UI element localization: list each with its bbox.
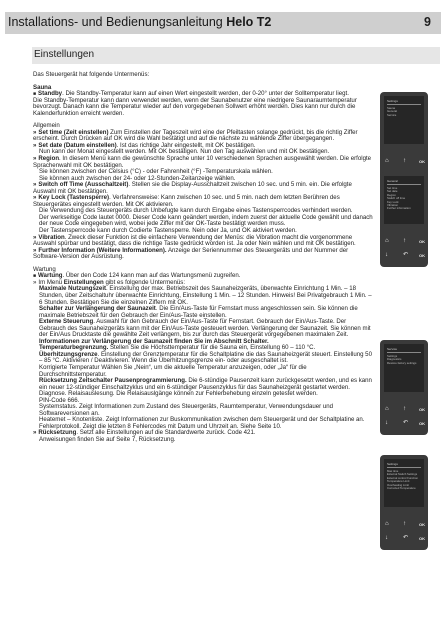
wartung-paragraph: ■ Wartung. Über den Code 124 kann man auf das Wartungsmenü zugreifen. xyxy=(33,273,373,280)
region-paragraph-3: Sie können auch zwischen der 24- oder 12-Stunden-Zeitanzeige wählen. xyxy=(39,174,236,182)
switch-off-paragraph: » Switch off Time (Ausschaltzeit). Stellen sie die Display-Ausschaltzeit zwischen 10 sec. und 5 min. ein. Die erfolgte Auswahl mit OK bestätigen. xyxy=(33,182,373,195)
ok-button[interactable]: OK xyxy=(419,421,425,426)
page-header xyxy=(5,12,441,34)
standby-paragraph: ■ Standby. Die Standby-Temperatur kann auf einen Wert eingestellt werden, der 0-20° unter der Solltemperatur liegt. xyxy=(33,91,373,98)
control-panel-general xyxy=(380,172,428,267)
systemstatus-paragraph: Systemstatus. Zeigt Informationen zum Zustand des Steuergeräts, Raumtemperatur, Verwendungsdauer und Softwareversionen an. xyxy=(39,403,334,417)
ruecksetzung-paragraph-2: Anweisungen finden Sie auf Seite 7, Rücksetzung. xyxy=(39,435,176,443)
ruecksetzung-paragraph: » Rücksetzung. Setzt alle Einstellungen auf die Standardwerte zurück. Code 421. xyxy=(33,430,373,437)
arrow-down-icon[interactable]: ↓ xyxy=(385,252,388,258)
heatemet-paragraph: Heatemet – Knotenliste. Zeigt Informationen zur Buskommunikation zwischen dem Steuergerät und der Schaltplatine an. xyxy=(39,416,365,424)
ok-button[interactable]: OK xyxy=(419,239,425,244)
device-screen xyxy=(384,176,424,224)
screen-item: Further information xyxy=(387,206,411,211)
screen-item: External control Function xyxy=(387,475,418,480)
arrow-up-icon[interactable]: ↑ xyxy=(403,158,406,164)
key-lock-paragraph-3: Der werkseitige Code lautet 0000. Dieser Code kann geändert werden, indem zuerst der aktuelle Code gewählt und danach der neue Code eingegeben wird, wobei jede Ziffer mit der OK-Taste bestätigt werden muss. xyxy=(39,213,373,228)
externe-steuerung-paragraph: Externe Steuerung. Auswahl für den Gebrauch der Ein/Aus-Taste für Fernstart. Gebrauch der Ein/Aus-Taste. Der Gebrauch des Saunaheizgeräts kann mit der Ein/Aus-Taste gesteuert werden. Verlängerung der Saunazeit. Sie können mit der Ein/Aus Drucktaste die gewählte Zeit verlängern, bis zur durch das Steuergerät vorgegebenen maximalen Zeit. Informationen zur Verlängerung der Saunazeit finden Sie im Abschnitt Schalter. xyxy=(39,318,371,345)
arrow-up-icon[interactable]: ↑ xyxy=(403,521,406,527)
arrow-up-icon[interactable]: ↑ xyxy=(403,406,406,412)
temperatur-paragraph: Temperaturbegrenzung. Stellen Sie die Höchsttemperatur für die Sauna ein, Einstellung 60 – 110 °C. Überhitzungsgrenze. Einstellung der Grenztemperatur für die Schaltplatine die das Saunaheizgerät steuert. Einstellung 50 – 85 °C. Aktivieren / Deaktivieren. Wenn die Überhitzungsgrenze ein- oder ausgeschaltet ist. xyxy=(39,344,372,365)
further-info-paragraph: » Further Information (Weitere Informationen). Anzeige der Seriennummer des Steuergeräts und der Nummer der Software-Version der Ausrüstung. xyxy=(33,248,373,261)
back-icon[interactable]: ↶ xyxy=(403,252,409,258)
set-time-paragraph: » Set time (Zeit einstellen) Zum Einstellen der Tageszeit wird eine der Pfeiltasten solange gedrückt, bis die richtig Ziffer erscheint. Durch Drücken auf OK wird die Wahl bestätigt und auf die nächste zu wählende Ziffer übergegangen. xyxy=(33,130,373,143)
fehlerprotokoll-paragraph: Fehlerprotokoll. Zeigt die letzten 8 Fehlercodes mit Datum und Uhrzeit an. Siehe Seite 10. xyxy=(39,422,282,430)
arrow-down-icon[interactable]: ↓ xyxy=(385,420,388,426)
screen-item: General xyxy=(387,109,397,114)
body-text xyxy=(33,72,373,444)
screen-title: Settings xyxy=(387,462,398,466)
korrigierte-temperatur-paragraph: Korrigierte Temperatur Wählen Sie „Nein“, um die aktuelle Temperatur anzuzeigen, oder „Ja“ für die Durchschnittstemperatur. xyxy=(39,363,307,378)
device-screen xyxy=(384,96,424,144)
screen-item: Max time xyxy=(387,469,399,473)
vibration-paragraph: » Vibration. Zweck dieser Funktion ist die einfachere Verwendung der Menüs: die Vibration macht die vorgenommene Auswahl spürbar und bestätigt, dass die richtige Taste gedrückt worden ist. Ja oder Nein wählen und mit OK bestätigen. xyxy=(33,235,373,248)
ok-button[interactable]: OK xyxy=(419,407,425,412)
key-lock-paragraph-4: Der Tastensperrcode kann durch Codierte Tastensperre. Nein oder Ja, und OK aktiviert werden. xyxy=(39,227,297,235)
screen-title: General xyxy=(387,179,398,183)
page-number: 9 xyxy=(424,15,431,29)
screen-item: Diagnostics xyxy=(387,357,402,362)
screen-item: Region xyxy=(387,192,396,197)
set-date-paragraph-2: Nun kann der Monat eingestellt werden. Mit OK bestätigen. Nun den Tag auswählen und mit OK bestätigen. xyxy=(39,148,330,156)
ok-button[interactable]: OK xyxy=(419,159,425,164)
screen-item: Temperature Limit xyxy=(387,479,410,484)
control-panel-service-settings xyxy=(380,455,428,550)
home-icon[interactable]: ⌂ xyxy=(385,238,389,244)
home-icon[interactable]: ⌂ xyxy=(385,406,389,412)
screen-item: Key Lock xyxy=(387,199,399,204)
screen-item: Restore factory settings xyxy=(387,360,417,365)
set-date-paragraph: » Set date (Datum einstellen). Ist das richtige Jahr eingestellt, mit OK bestätigen. xyxy=(33,143,373,150)
allgemein-heading: Allgemein xyxy=(33,122,60,130)
screen-item: External Switch Settings xyxy=(387,472,418,477)
sauna-heading: Sauna xyxy=(33,83,52,91)
device-screen xyxy=(384,344,424,392)
intro-text: Das Steuergerät hat folgende Untermenüs: xyxy=(33,71,150,78)
back-icon[interactable]: ↶ xyxy=(403,535,409,541)
document-title: Installations- und Bedienungsanleitung Helo T2 xyxy=(8,15,272,29)
pause-paragraph: Rücksetzung Zeitschalter Pausenprogrammierung. Die 6-stündige Pausenzeit kann zurückgesetzt werden, und es kann ein neuer 12-stündiger Einschaltzyklus und ein 6-stündiger Pausenzyklus für das Saunaheizgerät gestartet werden. Diagnose. Relaisauslesung. Die Relaisauslgänge können zur Fehlerbehebung einzeln getestet werden. xyxy=(39,377,372,398)
ok-button[interactable]: OK xyxy=(419,522,425,527)
ok-button[interactable]: OK xyxy=(419,536,425,541)
key-lock-paragraph: » Key Lock (Tastensperre). Verfahrensweise: Kann zwischen 10 sec. und 5 min. nach dem letzten Berühren des Steuergerätes eingestellt werden. Mit OK aktivieren. xyxy=(33,195,373,208)
back-icon[interactable]: ↶ xyxy=(403,420,409,426)
ok-button[interactable]: OK xyxy=(419,253,425,258)
arrow-down-icon[interactable]: ↓ xyxy=(385,535,388,541)
schalter-paragraph: Schalter zur Verlängerung der Saunazeit. Die Ein/Aus-Taste für Fernstart muss angeschlossen sein. Sie können die maximale Betriebszeit für den Gebrauch der Ein/Aus-Taste einstellen. xyxy=(39,305,358,319)
device-screen xyxy=(384,459,424,507)
home-icon[interactable]: ⌂ xyxy=(385,158,389,164)
screen-title: Settings xyxy=(387,99,398,103)
screen-item: Corrected Temperature xyxy=(387,486,416,491)
screen-title: Service xyxy=(387,347,398,351)
standby-paragraph-2: Die Standby-Temperatur kann dann verwendet werden, wenn der Saunabenutzer eine niedrigere Saunaraumtemperatur bevorzugt. Danach kann die Temperatur wieder auf den vorgegebenen Sollwert erhöht werden. Dies kann nur durch die Kalenderfunktion erreicht werden. xyxy=(33,96,357,117)
screen-item: Set time xyxy=(387,186,398,190)
wartung-heading: Wartung xyxy=(33,265,56,273)
region-paragraph-2: Sie können zwischen der Celsius (°C) - oder Fahrenheit (°F) -Temperaturskala wählen. xyxy=(39,168,273,176)
section-title: Einstellungen xyxy=(34,49,95,60)
screen-item: Settings xyxy=(387,354,398,358)
region-paragraph: » Region. In diesem Menü kann die gewünschte Sprache unter 10 verschiedenen Sprachen ausgewählt werden. Die erfolgte Sprachenwahl mit OK bestätigen. xyxy=(33,156,373,169)
section-title-bar xyxy=(32,47,440,64)
screen-item: Sauna xyxy=(387,106,396,110)
screen-item: Overheating Limit xyxy=(387,482,409,487)
key-lock-paragraph-2: Die Verwendung des Steuergeräts durch Unbefugte kann durch Eingabe eines Tastensperrcodes verhindert werden. xyxy=(39,207,353,215)
screen-item: Service xyxy=(387,112,397,117)
screen-item: Switch off time xyxy=(387,196,406,201)
screen-item: Vibration xyxy=(387,203,398,208)
home-icon[interactable]: ⌂ xyxy=(385,521,389,527)
pin-code-text: PIN-Code 666. xyxy=(39,396,80,404)
menu-einstellungen-paragraph: » Im Menü Einstellungen gibt es folgende Untermenüs: xyxy=(33,280,373,287)
max-nutzung-paragraph: Maximale Nutzungszeit. Einstellung der max. Betriebszeit des Saunaheizgeräts, überwachte Einrichtung 1 Min. – 18 Stunden, über Zeitschaltuhr überwachte Einrichtung, Einstellung 1 Min. – 12 Stunden. Hinweis! Bei Privatgebrauch 1 Min. – 6 Stunden. Bestätigen Sie die einzelnen Ziffern mit OK. xyxy=(39,285,372,306)
screen-item: Set date xyxy=(387,189,398,194)
arrow-up-icon[interactable]: ↑ xyxy=(403,238,406,244)
control-panel-service xyxy=(380,340,428,435)
